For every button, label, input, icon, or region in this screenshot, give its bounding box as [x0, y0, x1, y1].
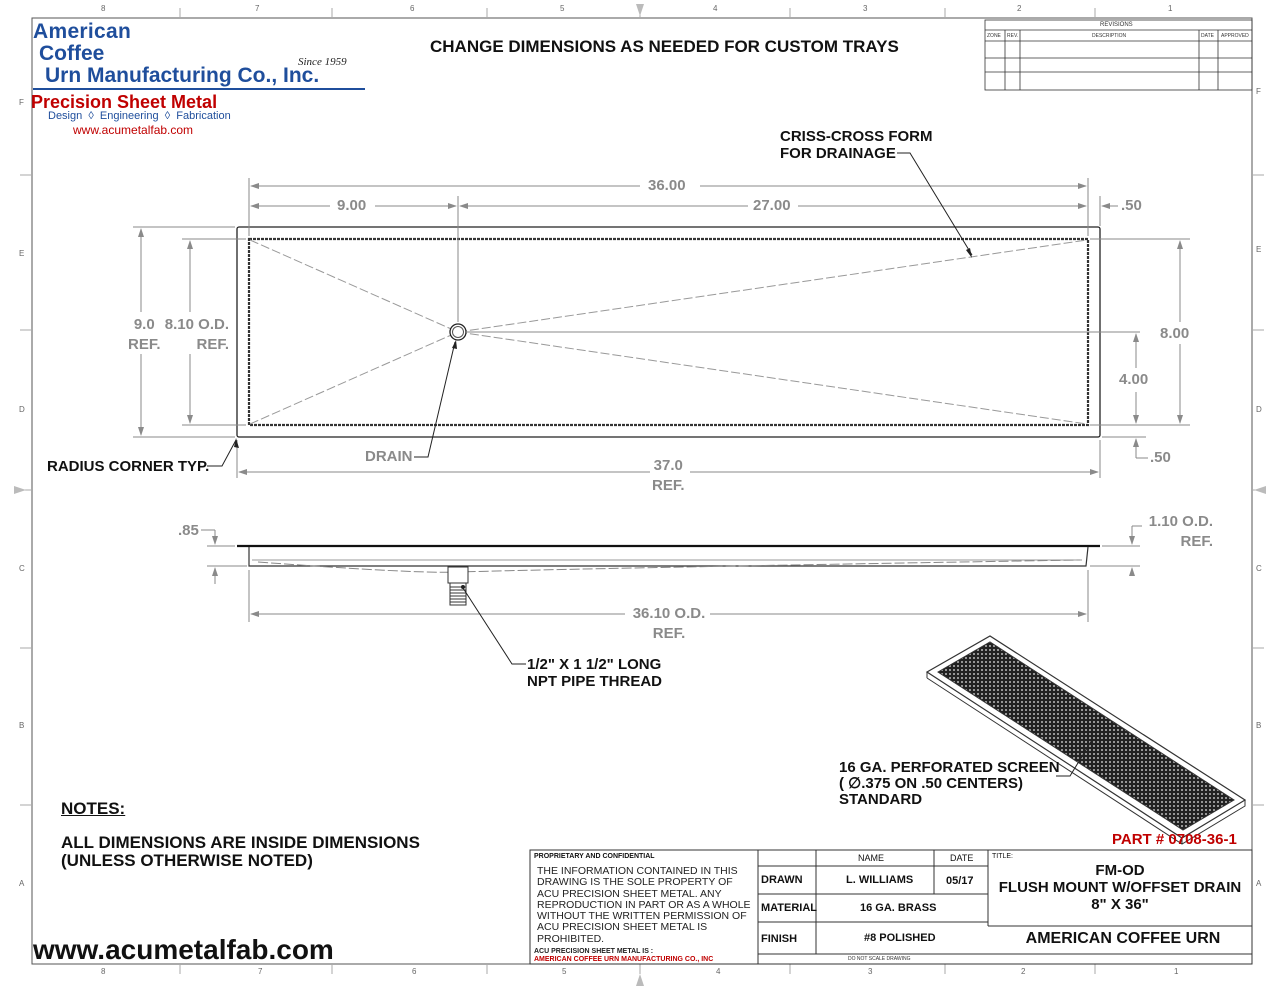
center-mark-top — [636, 4, 644, 16]
perforated-screen-iso — [927, 636, 1245, 844]
drawn-date: 05/17 — [946, 875, 974, 887]
logo-line-american: American — [33, 20, 132, 43]
zone-col-label: 5 — [560, 4, 565, 13]
logo-precision: Precision Sheet Metal — [31, 92, 218, 112]
zone-ticks — [20, 8, 1264, 974]
zone-col-label: 6 — [412, 967, 417, 976]
dim-0-85: .85 — [178, 522, 199, 539]
zone-col-label: 4 — [713, 4, 718, 13]
dim-8-10-ref-label: REF. — [196, 336, 229, 353]
zone-col-label: 4 — [716, 967, 721, 976]
zone-row-label: B — [1256, 721, 1262, 730]
screen-note-line: STANDARD — [839, 791, 923, 808]
proprietary-heading: PROPRIETARY AND CONFIDENTIAL — [534, 853, 655, 860]
col-head-date: DATE — [950, 853, 974, 863]
zone-row-label: F — [1256, 87, 1261, 96]
dim-1-10-value: 1.10 O.D. — [1148, 513, 1213, 530]
zone-row-label: C — [19, 564, 25, 573]
notes-line: ALL DIMENSIONS ARE INSIDE DIMENSIONS — [61, 833, 420, 852]
proprietary-text: THE INFORMATION CONTAINED IN THIS DRAWING IS THE SOLE PROPERTY OF ACU PRECISION SHEET METAL. ANY REPRODUCTION IN PART OR AS A WHOLE WITHOUT THE WRITTEN PERMISSION OF ACU PRECISION SHEET METAL IS PROHIBITED. — [537, 865, 751, 945]
thread-leader-dot — [461, 585, 465, 589]
zone-col-label: 1 — [1174, 967, 1179, 976]
center-mark-right — [1254, 486, 1266, 494]
drawing-title — [988, 862, 1252, 913]
criss-cross-note-line: CRISS-CROSS FORM — [780, 128, 933, 145]
drawn-label: DRAWN — [761, 874, 803, 886]
dim-8-10-od — [157, 315, 229, 355]
pipe-thread-note — [527, 656, 662, 690]
center-mark-left — [14, 486, 26, 494]
zone-col-label: 3 — [863, 4, 868, 13]
revisions-col-approved: APPROVED — [1221, 33, 1249, 39]
logo-services: Design ◊ Engineering ◊ Fabrication — [48, 110, 231, 122]
zone-row-label: D — [19, 405, 25, 414]
zone-row-label: B — [19, 721, 25, 730]
zone-col-label: 3 — [868, 967, 873, 976]
tray-side-view — [237, 546, 1100, 605]
dim-9-0-ref — [128, 315, 161, 355]
dim-27-00: 27.00 — [753, 197, 791, 214]
zone-col-label: 2 — [1021, 967, 1026, 976]
dim-8-00: 8.00 — [1160, 325, 1190, 342]
zone-col-label: 7 — [258, 967, 263, 976]
dim-4-00: 4.00 — [1119, 371, 1149, 388]
dim-8-10-value: 8.10 O.D. — [164, 316, 229, 333]
dim-37-0-ref — [652, 456, 685, 496]
perforated-screen-note — [839, 760, 1060, 808]
dim-36-10-od — [628, 604, 710, 644]
revisions-col-zone: ZONE — [987, 33, 1001, 39]
logo-line-coffee: Coffee — [39, 42, 105, 65]
notes-line: (UNLESS OTHERWISE NOTED) — [61, 851, 313, 870]
logo-since: Since 1959 — [298, 56, 347, 68]
revisions-grid — [985, 20, 1252, 90]
zone-row-label: A — [1256, 879, 1262, 888]
criss-cross-note-line: FOR DRAINAGE — [780, 145, 896, 162]
finish-value: #8 POLISHED — [864, 932, 936, 944]
revisions-col-date: DATE — [1201, 33, 1214, 39]
page-title: CHANGE DIMENSIONS AS NEEDED FOR CUSTOM TRAYS — [430, 37, 899, 56]
screen-note-line: 16 GA. PERFORATED SCREEN — [839, 759, 1060, 776]
zone-col-label: 5 — [562, 967, 567, 976]
col-head-name: NAME — [858, 853, 885, 863]
zone-col-label: 7 — [255, 4, 260, 13]
center-mark-bottom — [636, 974, 644, 986]
zone-col-label: 6 — [410, 4, 415, 13]
dim-9-0-value: 9.0 — [133, 316, 155, 333]
thread-leader — [463, 588, 526, 664]
zone-col-label: 2 — [1017, 4, 1022, 13]
drain-label: DRAIN — [365, 448, 413, 465]
dim-9-00: 9.00 — [337, 197, 367, 214]
do-not-scale: DO NOT SCALE DRAWING — [848, 956, 911, 962]
pipe-thread-note-line: NPT PIPE THREAD — [527, 673, 663, 690]
screen-note-line: ( ∅.375 ON .50 CENTERS) — [839, 775, 1023, 792]
zone-row-label: A — [19, 879, 25, 888]
criss-cross-note — [780, 128, 933, 162]
title-block-company: AMERICAN COFFEE URN — [1025, 930, 1221, 947]
radius-corner-label: RADIUS CORNER TYP. — [47, 458, 210, 475]
col-head-title: TITLE: — [992, 853, 1014, 860]
material-label: MATERIAL — [761, 902, 818, 914]
notes-heading: NOTES: — [61, 799, 126, 818]
dim-9-0-ref-label: REF. — [128, 336, 161, 353]
logo-divider — [33, 88, 365, 90]
dim-36-10-value: 36.10 O.D. — [632, 605, 706, 622]
dim-37-0-value: 37.0 — [653, 457, 683, 474]
dim-37-0-ref-label: REF. — [652, 477, 685, 494]
dim-0-50-top: .50 — [1121, 197, 1142, 214]
dim-1-10-ref-label: REF. — [1180, 533, 1213, 550]
zone-col-label: 8 — [101, 4, 106, 13]
logo-url: www.acumetalfab.com — [73, 123, 194, 137]
dim-36-00: 36.00 — [648, 177, 686, 194]
zone-col-label: 8 — [101, 967, 106, 976]
material-value: 16 GA. BRASS — [860, 902, 937, 914]
dim-1-10-od — [1143, 512, 1213, 552]
zone-row-label: E — [19, 249, 25, 258]
drawing-title-line: FLUSH MOUNT W/OFFSET DRAIN — [998, 879, 1242, 896]
top-view-leaders — [207, 153, 972, 466]
notes-body — [61, 834, 420, 870]
company-logo — [33, 20, 368, 138]
tray-top-view — [237, 227, 1140, 437]
zone-row-label: C — [1256, 564, 1262, 573]
dim-0-50-bottom: .50 — [1150, 449, 1171, 466]
acu-line-2: AMERICAN COFFEE URN MANUFACTURING CO., INC — [534, 956, 714, 963]
zone-col-label: 1 — [1168, 4, 1173, 13]
sheet-border — [32, 18, 1252, 964]
zone-row-label: D — [1256, 405, 1262, 414]
drain-leader-arrow — [452, 340, 457, 349]
footer-url[interactable]: www.acumetalfab.com — [33, 934, 334, 965]
finish-label: FINISH — [761, 933, 798, 945]
drawn-name: L. WILLIAMS — [846, 874, 914, 886]
zone-row-label: E — [1256, 245, 1262, 254]
revisions-col-description: DESCRIPTION — [1092, 33, 1127, 39]
dim-36-10-ref-label: REF. — [652, 625, 686, 642]
revisions-title: REVISIONS — [1100, 22, 1133, 28]
pipe-thread-note-line: 1/2" X 1 1/2" LONG — [527, 656, 662, 673]
revisions-col-rev: REV. — [1007, 33, 1019, 39]
drawing-title-line: FM-OD — [1095, 862, 1145, 879]
part-number: PART # 0708-36-1 — [1112, 831, 1237, 848]
drawing-title-line: 8" X 36" — [1091, 896, 1149, 913]
zone-row-label: F — [19, 98, 24, 107]
acu-line-1: ACU PRECISION SHEET METAL IS : — [534, 948, 654, 955]
top-view-dimensions — [133, 178, 1190, 478]
logo-line-urn: Urn Manufacturing Co., Inc. — [45, 64, 320, 87]
